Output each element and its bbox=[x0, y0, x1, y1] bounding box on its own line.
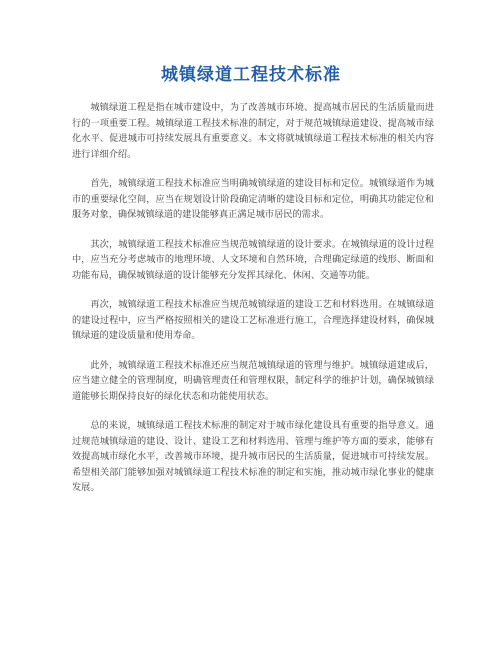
paragraph-design: 其次，城镇绿道工程技术标准应当规范城镇绿道的设计要求。在城镇绿道的设计过程中，应当充分考虑城市的地理环境、人文环境和自然环境，合理确定绿道的线形、断面和功能布局，确保城镇绿道的设计能够充分发挥其绿化、休闲、交通等功能。 bbox=[72, 238, 434, 281]
paragraph-goals: 首先，城镇绿道工程技术标准应当明确城镇绿道的建设目标和定位。城镇绿道作为城市的重要绿化空间，应当在规划设计阶段确定清晰的建设目标和定位，明确其功能定位和服务对象，确保城镇绿道的建设能够真正满足城市居民的需求。 bbox=[72, 178, 434, 220]
paragraph-maintenance: 此外，城镇绿道工程技术标准还应当规范城镇绿道的管理与维护。城镇绿道建成后，应当建立健全的管理制度，明确管理责任和管理权限，制定科学的维护计划，确保城镇绿道能够长期保持良好的绿化状态和功能使用状态。 bbox=[72, 359, 434, 402]
document-title: 城镇绿道工程技术标准 bbox=[161, 65, 341, 85]
document-body bbox=[72, 100, 434, 510]
paragraph-conclusion: 总的来说，城镇绿道工程技术标准的制定对于城市绿化建设具有重要的指导意义。通过规范城镇绿道的建设、设计、建设工艺和材料选用、管理与维护等方面的要求，能够有效提高城市绿化水平，改善城市环境，提升城市居民的生活质量，促进城市可持续发展。希望相关部门能够加强对城镇绿道工程技术标准的制定和实施，推动城市绿化事业的健康发展。 bbox=[72, 420, 434, 493]
paragraph-construction: 再次，城镇绿道工程技术标准应当规范城镇绿道的建设工艺和材料选用。在城镇绿道的建设过程中，应当严格按照相关的建设工艺标准进行施工，合理选择建设材料，确保城镇绿道的建设质量和使用寿命。 bbox=[72, 299, 434, 341]
paragraph-intro: 城镇绿道工程是指在城市建设中，为了改善城市环境、提高城市居民的生活质量而进行的一项重要工程。城镇绿道工程技术标准的制定，对于规范城镇绿道建设、提高城市绿化水平、促进城市可持续发展具有重要意义。本文将就城镇绿道工程技术标准的相关内容进行详细介绍。 bbox=[72, 102, 434, 160]
